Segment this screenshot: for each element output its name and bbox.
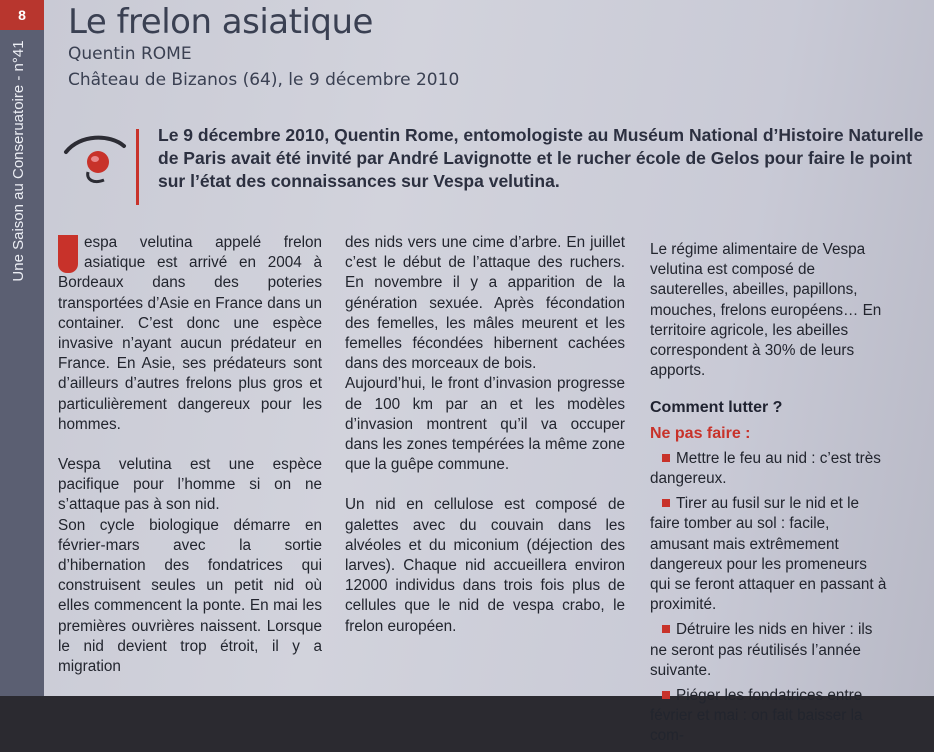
article-author: Quentin ROME <box>68 44 192 64</box>
paragraph: Le régime alimentaire de Vespa velutina est composé de sauterelles, abeilles, papillons, mouches, frelons européens… En territoire agricole, les abeilles correspondent à 30% de leurs apports. <box>650 241 882 380</box>
paragraph: Son cycle biologique démarre en février-mars avec la sortie d’hibernation des fondatrices qui construisent seules un petit nid où elles commencent la ponte. En mai les premières ouvrières naissent. Lorsque le nid devient trop étroit, il y a migration <box>58 516 322 676</box>
paragraph-text: espa velutina appelé frelon asiatique est arrivé en 2004 à Bordeaux dans des poteries transportées d’Asie en France dans un container. C’est donc une espèce invasive n’ayant aucun prédateur en France. En Asie, ses prédateurs sont d’ailleurs d’autres frelons plus gros et particulièrement dangereux pour les hommes. <box>58 234 322 433</box>
paragraph: Vespa velutina est une espèce pacifique pour l’homme si on ne s’attaque pas à son nid. <box>58 456 322 514</box>
bullet-text: Piéger les fondatrices entre février et mai : on fait baisser la com- <box>650 687 863 745</box>
bullet-square-icon <box>662 691 670 699</box>
bullet-item <box>650 620 888 681</box>
bullet-text: Mettre le feu au nid : c’est très dangereux. <box>650 449 881 488</box>
article-intro: Le 9 décembre 2010, Quentin Rome, entomologiste au Muséum National d’Histoire Naturelle de Paris avait été invité par André Lavignotte et le rucher école de Gelos pour faire le point sur l’état des connaissances sur Vespa velutina. <box>158 125 924 191</box>
paragraph: Aujourd’hui, le front d’invasion progresse de 100 km par an et les modèles d’invasion montrent qu’il va occuper dans les zones tempérées la même zone que la guêpe commune. <box>345 375 625 474</box>
paragraph: Un nid en cellulose est composé de galettes avec du couvain dans les alvéoles et du miconium (déjection des larves). Chaque nid accueillera environ 12000 individus dans trois fois plus de cellules que le nid de vespa crabo, le frelon européen. <box>345 496 625 635</box>
page-number: 8 <box>0 0 44 30</box>
heading-ne-pas-faire: Ne pas faire : <box>650 424 751 442</box>
sidebar-text: Une Saison au Conseruatoire - n°41 <box>10 40 27 282</box>
bullet-item <box>650 686 888 747</box>
article-place-date: Château de Bizanos (64), le 9 décembre 2010 <box>68 70 460 90</box>
bullet-text: Tirer au fusil sur le nid et le faire tomber au sol : facile, amusant mais extrêmement dangereux pour les promeneurs qui se feront attaquer en passant à proximité. <box>650 495 887 614</box>
article-title: Le frelon asiatique <box>68 2 373 42</box>
heading-comment-lutter: Comment lutter ? <box>650 399 783 417</box>
sidebar-strip <box>0 0 44 696</box>
column-2 <box>345 233 625 637</box>
column-3 <box>650 240 888 752</box>
bullet-item <box>650 449 888 489</box>
bullet-square-icon <box>662 454 670 462</box>
intro-divider <box>136 129 139 205</box>
bullet-item <box>650 494 888 615</box>
bullet-square-icon <box>662 625 670 633</box>
column-1 <box>58 233 322 677</box>
paragraph <box>58 233 322 435</box>
bullet-square-icon <box>662 499 670 507</box>
drop-cap-v <box>58 235 78 273</box>
hornet-logo-icon <box>64 132 128 188</box>
paragraph: des nids vers une cime d’arbre. En juillet c’est le début de l’attaque des ruchers. En novembre il y a apparition de la génération sexuée. Après fécondation des femelles, les mâles meurent et les femelles fécondées hibernent cachées dans des morceaux de bois. <box>345 234 625 373</box>
bullet-text: Détruire les nids en hiver : ils ne seront pas réutilisés l’année suivante. <box>650 621 873 679</box>
